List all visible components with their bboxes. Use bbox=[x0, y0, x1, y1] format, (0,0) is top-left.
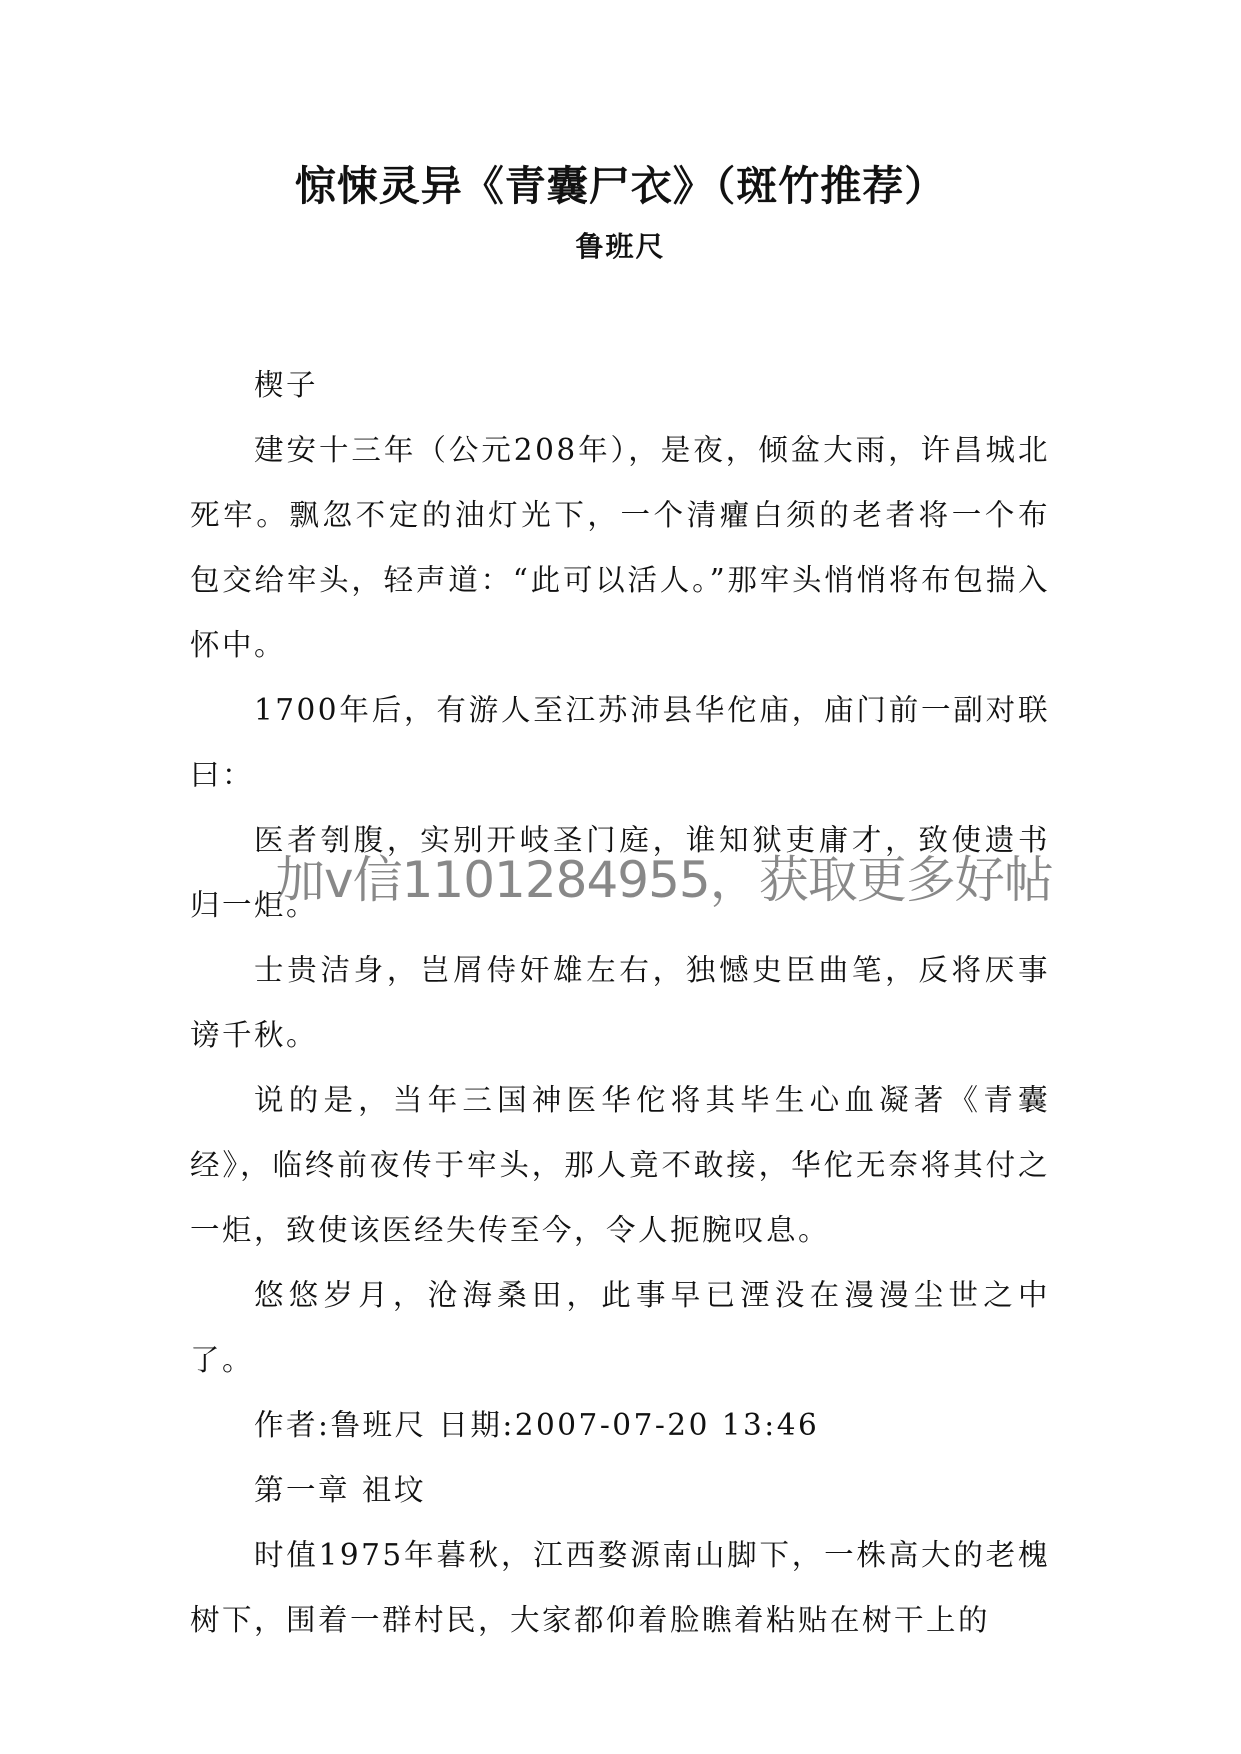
paragraph-couplet-line: 医者刳腹，实别开岐圣门庭，谁知狱吏庸才，致使遗书归一炬。 bbox=[190, 823, 1050, 922]
body-text bbox=[190, 353, 1050, 1653]
author-name: 鲁班尺 bbox=[575, 230, 666, 263]
author-date-line: 作者:鲁班尺 日期:2007-07-20 13:46 bbox=[254, 1408, 820, 1442]
paragraph: 悠悠岁月，沧海桑田，此事早已湮没在漫漫尘世之中了。 bbox=[190, 1278, 1050, 1377]
paragraph-prologue-heading: 楔子 bbox=[254, 368, 319, 402]
paragraph: 说的是，当年三国神医华佗将其毕生心血凝著《青囊经》，临终前夜传于牢头，那人竟不敢接，华佗无奈将其付之一炬，致使该医经失传至今，令人扼腕叹息。 bbox=[190, 1083, 1050, 1247]
paragraph-couplet-line: 士贵洁身，岂屑侍奸雄左右，独憾史臣曲笔，反将厌事谤千秋。 bbox=[190, 953, 1050, 1052]
watermark-text: 加v信1101284955，获取更多好帖 bbox=[275, 851, 1053, 909]
document-title: 惊悚灵异《青囊尸衣》（斑竹推荐） bbox=[294, 162, 947, 210]
chapter-heading: 第一章 祖坟 bbox=[254, 1473, 426, 1507]
paragraph: 1700年后，有游人至江苏沛县华佗庙，庙门前一副对联曰： bbox=[190, 693, 1050, 792]
paragraph: 时值1975年暮秋，江西婺源南山脚下，一株高大的老槐树下，围着一群村民，大家都仰着脸瞧着粘贴在树干上的 bbox=[190, 1538, 1050, 1637]
paragraph: 建安十三年（公元208年），是夜，倾盆大雨，许昌城北死牢。飘忽不定的油灯光下，一个清癯白须的老者将一个布包交给牢头，轻声道：“此可以活人。”那牢头悄悄将布包揣入怀中。 bbox=[190, 433, 1050, 662]
